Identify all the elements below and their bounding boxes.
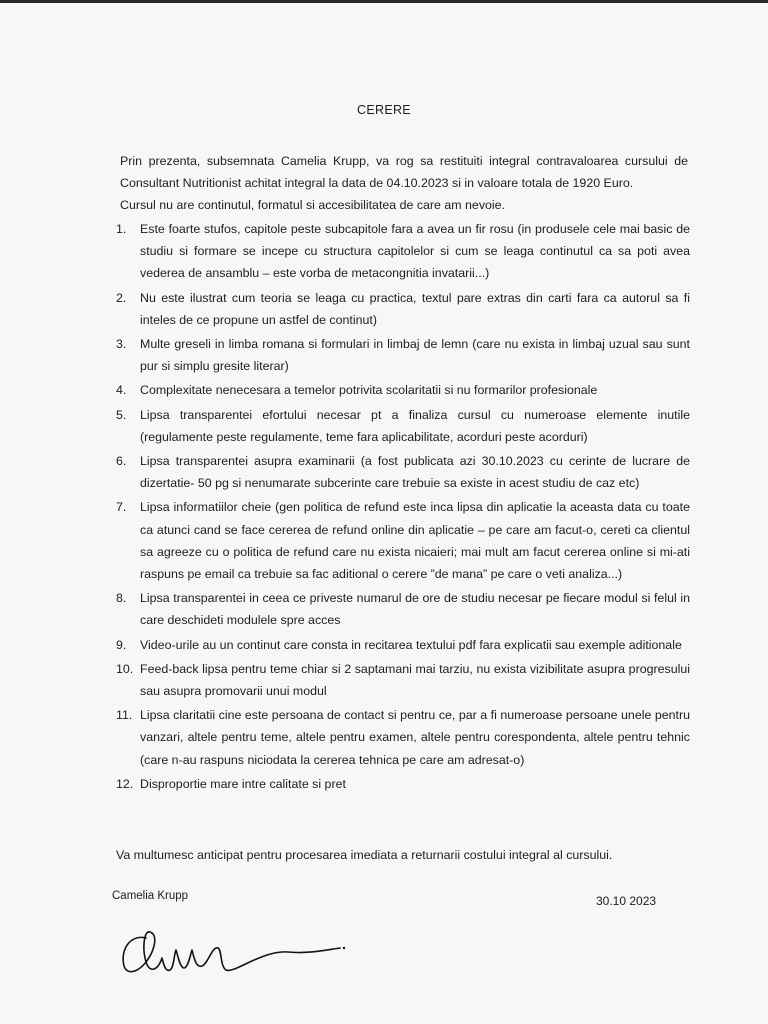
list-item-number: 5. bbox=[116, 407, 127, 422]
list-item-text: Lipsa informatiilor cheie (gen politica de refund este inca lipsa din aplicatie la aceasta data cu toate ca atunci cand se face cererea de refund online din aplicatie – pe care am facut-o, cereti ca clientul sa agreeze cu o politica de refund care nu exista nicaieri; mai mult am facut cererea online si mi-ati raspuns pe email ca trebuie sa fac aditional o cerere ”de mana” pe care o veti analiza...) bbox=[140, 500, 690, 582]
list-item-text: Lipsa transparentei efortului necesar pt a finaliza cursul cu numeroase elemente inutile (regulamente peste regulamente, teme fara aplicabilitate, acorduri peste acorduri) bbox=[140, 407, 690, 444]
list-item bbox=[116, 587, 690, 631]
list-item bbox=[116, 634, 690, 656]
list-item bbox=[116, 287, 690, 331]
list-item bbox=[116, 218, 690, 285]
handwritten-signature bbox=[112, 908, 352, 988]
list-item-number: 3. bbox=[116, 337, 127, 352]
list-item-text: Lipsa transparentei in ceea ce priveste numarul de ore de studiu necesar pe fiecare modul si felul in care deschideti modulele spre acces bbox=[140, 591, 690, 628]
intro-paragraph bbox=[120, 150, 688, 216]
list-item-number: 1. bbox=[116, 222, 127, 236]
list-item-number: 9. bbox=[116, 637, 127, 652]
list-item-text: Multe greseli in limba romana si formulari in limbaj de lemn (care nu exista in limbaj uzual sau sunt pur si simplu gresite literar) bbox=[140, 337, 690, 374]
list-item bbox=[116, 404, 690, 448]
list-item-number: 2. bbox=[116, 290, 127, 305]
list-item-text: Este foarte stufos, capitole peste subcapitole fara a avea un fir rosu (in produsele cele mai basic de studiu si formare se incepe cu structura capitolelor si cum se leaga continutul ca sa poti avea vederea de ansamblu – este vorba de metacongnitia invatarii...) bbox=[140, 222, 690, 281]
list-item-number: 12. bbox=[116, 776, 134, 791]
list-item-number: 4. bbox=[116, 383, 127, 398]
list-item bbox=[116, 704, 690, 771]
list-item-text: Lipsa transparentei asupra examinarii (a fost publicata azi 30.10.2023 cu cerinte de lucrare de dizertatie- 50 pg si nenumarate subcerinte care trebuie sa existe in acest studiu de caz etc) bbox=[140, 454, 690, 491]
list-item-number: 10. bbox=[116, 661, 134, 676]
closing-sentence: Va multumesc anticipat pentru procesarea imediata a returnarii costului integral al cursului. bbox=[116, 848, 613, 862]
document-title: CERERE bbox=[357, 103, 411, 117]
list-item-text: Disproportie mare intre calitate si pret bbox=[140, 776, 346, 791]
scan-edge-line bbox=[0, 0, 768, 3]
list-item-text: Complexitate nenecesara a temelor potrivita scolaritatii si nu formarilor profesionale bbox=[140, 383, 598, 398]
list-item-text: Nu este ilustrat cum teoria se leaga cu practica, textul pare extras din carti fara ca autorul sa fi inteles de ce propune un astfel de continut) bbox=[140, 290, 690, 327]
list-item bbox=[116, 379, 690, 401]
list-item bbox=[116, 773, 690, 795]
list-item-text: Lipsa claritatii cine este persoana de contact si pentru ce, par a fi numeroase persoane unele pentru vanzari, altele pentru teme, altele pentru examen, altele pentru corespondenta, altele pentru tehnic (care n-au raspuns niciodata la cererea tehnica pe care am adresat-o) bbox=[140, 708, 690, 767]
list-item bbox=[116, 658, 690, 702]
list-item bbox=[116, 450, 690, 494]
intro-line-request: Prin prezenta, subsemnata Camelia Krupp, va rog sa restituiti integral contravaloarea cursului de Consultant Nutritionist achitat integral la data de 04.10.2023 si in valoare totala de 1920 Euro. bbox=[120, 154, 688, 190]
document-date: 30.10 2023 bbox=[596, 894, 657, 908]
list-item-text: Video-urile au un continut care consta in recitarea textului pdf fara explicatii sau exemple aditionale bbox=[140, 637, 682, 652]
list-item-number: 7. bbox=[116, 500, 127, 515]
list-item-number: 6. bbox=[116, 454, 127, 469]
complaint-list bbox=[116, 218, 690, 797]
list-item bbox=[116, 333, 690, 377]
list-item-number: 8. bbox=[116, 591, 127, 606]
intro-line-reason: Cursul nu are continutul, formatul si accesibilitatea de care am nevoie. bbox=[120, 198, 505, 212]
signer-name: Camelia Krupp bbox=[112, 890, 189, 902]
list-item bbox=[116, 496, 690, 585]
list-item-number: 11. bbox=[116, 708, 133, 723]
list-item-text: Feed-back lipsa pentru teme chiar si 2 saptamani mai tarziu, nu exista vizibilitate asupra progresului sau asupra promovarii unui modul bbox=[140, 661, 690, 699]
